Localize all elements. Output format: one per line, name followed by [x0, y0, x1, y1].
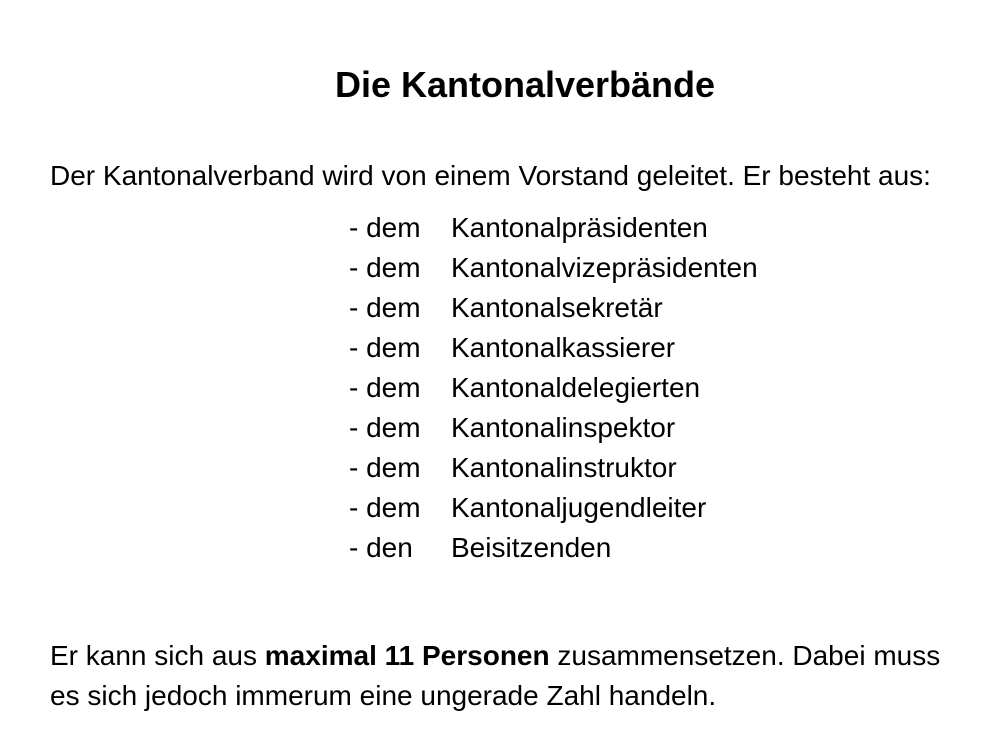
- list-item-prefix: - dem: [349, 452, 421, 483]
- list-item: [349, 448, 758, 488]
- list-item: [349, 368, 758, 408]
- list-item-prefix: - dem: [349, 252, 421, 283]
- list-item-role: Kantonalvizepräsidenten: [451, 252, 758, 283]
- list-item-prefix: - dem: [349, 212, 421, 243]
- intro-paragraph: Der Kantonalverband wird von einem Vorstand geleitet. Er besteht aus:: [50, 160, 931, 191]
- list-item-role: Kantonalsekretär: [451, 292, 663, 323]
- list-item-role: Kantonalkassierer: [451, 332, 676, 363]
- list-item-role: Kantonalinspektor: [451, 412, 676, 443]
- list-item: [349, 328, 758, 368]
- list-item-prefix: - dem: [349, 372, 421, 403]
- conclusion-paragraph: [50, 636, 950, 716]
- list-item: [349, 528, 758, 568]
- list-item-role: Kantonalpräsidenten: [451, 212, 708, 243]
- list-item-prefix: - dem: [349, 292, 421, 323]
- conclusion-emphasis: maximal 11 Personen: [264, 640, 550, 671]
- list-item-prefix: - dem: [349, 412, 421, 443]
- board-member-list: [349, 208, 758, 568]
- list-item: [349, 288, 758, 328]
- list-item-role: Kantonaldelegierten: [451, 372, 701, 403]
- conclusion-text-start: Er kann sich aus: [50, 640, 265, 671]
- list-item: [349, 488, 758, 528]
- list-item: [349, 208, 758, 248]
- list-item: [349, 408, 758, 448]
- list-item-prefix: - dem: [349, 492, 421, 523]
- list-item-role: Kantonaljugendleiter: [451, 492, 707, 523]
- conclusion-text-end: zusammensetzen. Dabei muss es sich jedoch immerum eine ungerade Zahl handeln.: [50, 640, 941, 711]
- list-item-prefix: - dem: [349, 332, 421, 363]
- list-item-role: Kantonalinstruktor: [451, 452, 677, 483]
- list-item-role: Beisitzenden: [451, 532, 612, 563]
- list-item-prefix: - den: [349, 532, 413, 563]
- list-item: [349, 248, 758, 288]
- page-title: Die Kantonalverbände: [334, 64, 716, 106]
